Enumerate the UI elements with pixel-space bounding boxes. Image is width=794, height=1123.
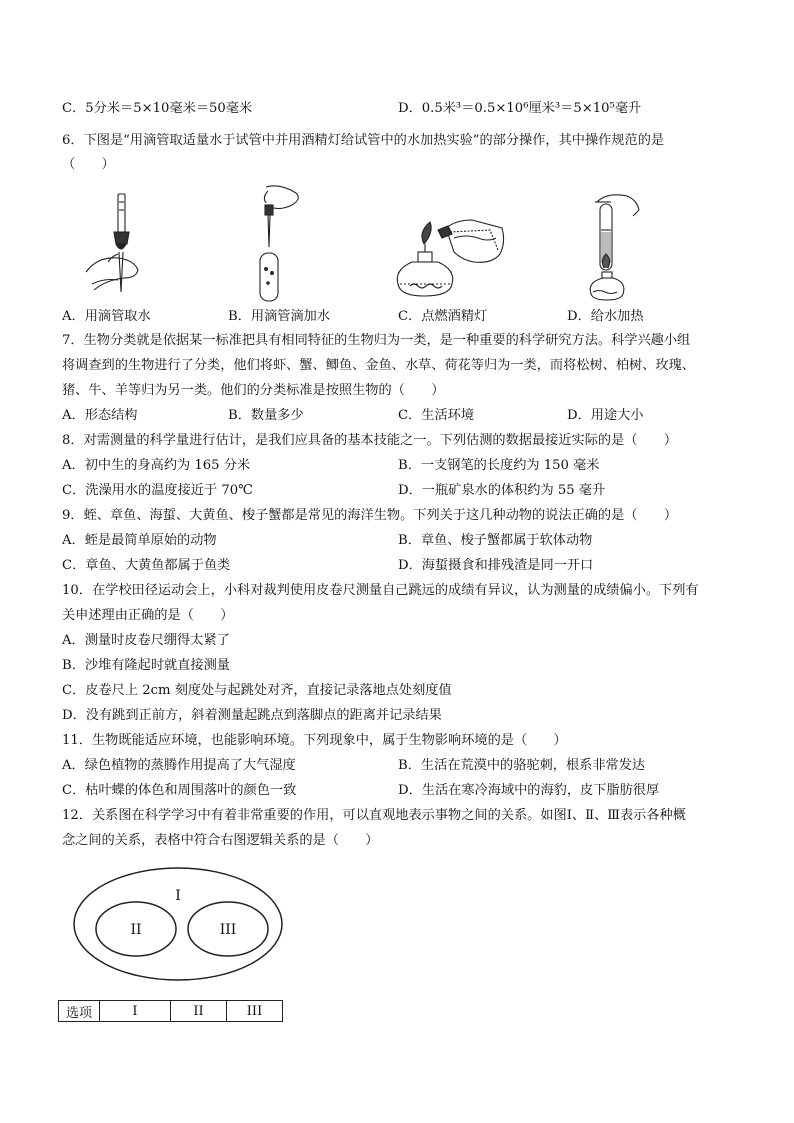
q6-option-b: B．用滴管滴加水 [228, 309, 331, 324]
table-header-iii: III [227, 1001, 283, 1022]
table-header-i: I [100, 1001, 171, 1022]
q6-stem-bracket: （ ） [62, 157, 115, 172]
q11-stem: 11．生物既能适应环境，也能影响环境。下列现象中，属于生物影响环境的是（ ） [62, 733, 567, 748]
q8-stem: 8．对需测量的科学量进行估计，是我们应具备的基本技能之一。下列估测的数据最接近实际的是（ ） [62, 433, 678, 448]
q10-option-d: D．没有跳到正前方，斜着测量起跳点到落脚点的距离并记录结果 [62, 708, 442, 723]
q6-option-a: A．用滴管取水 [62, 309, 151, 324]
q10-stem-line1: 10．在学校田径运动会上，小科对裁判使用皮卷尺测量自己跳远的成绩有异议，认为测量的成绩偏小。下列有 [62, 583, 699, 598]
q7-option-d: D．用途大小 [567, 408, 644, 423]
q11-option-c: C．枯叶蝶的体色和周围落叶的颜色一致 [62, 783, 297, 798]
diagram-label-left: II [130, 922, 142, 938]
q7-option-b: B．数量多少 [228, 408, 304, 423]
figure-dropper-take-water [78, 190, 158, 300]
q10-option-a: A．测量时皮卷尺绷得太紧了 [62, 633, 230, 648]
q7-stem-line1: 7．生物分类就是依据某一标准把具有相同特征的生物归为一类，是一种重要的科学研究方法。科学兴趣小组 [62, 333, 691, 348]
q12-stem-line1: 12．关系图在科学学习中有着非常重要的作用，可以直观地表示事物之间的关系。如图Ⅰ、Ⅱ、Ⅲ表示各种概 [62, 808, 686, 823]
q9-option-b: B．章鱼、梭子蟹都属于软体动物 [398, 533, 593, 548]
q12-options-table [58, 1000, 283, 1022]
q9-stem: 9．蛭、章鱼、海蜇、大黄鱼、梭子蟹都是常见的海洋生物。下列关于这几种动物的说法正确的是（ ） [62, 508, 678, 523]
q8-option-c: C．洗澡用水的温度接近于 70℃ [62, 483, 253, 498]
q7-option-c: C．生活环境 [398, 408, 475, 423]
q7-stem-line2: 将调查到的生物进行了分类，他们将虾、蟹、鲫鱼、金鱼、水草、荷花等归为一类，而将松树、柏树、玫瑰、 [62, 358, 695, 373]
q10-option-c: C．皮卷尺上 2cm 刻度处与起跳处对齐，直接记录落地点处刻度值 [62, 683, 452, 698]
q8-option-a: A．初中生的身高约为 165 分米 [62, 458, 251, 473]
figure-light-alcohol-lamp [388, 206, 508, 304]
q9-option-a: A．蛭是最简单原始的动物 [62, 533, 217, 548]
q8-option-b: B．一支钢笔的长度约为 150 毫米 [398, 458, 600, 473]
q11-option-d: D．生活在寒冷海域中的海豹，皮下脂肪很厚 [398, 783, 660, 798]
diagram-label-right: III [219, 922, 237, 938]
q10-stem-line2: 关申述理由正确的是（ ） [62, 608, 234, 623]
q11-option-b: B．生活在荒漠中的骆驼刺，根系非常发达 [398, 758, 646, 773]
q11-option-a: A．绿色植物的蒸腾作用提高了大气湿度 [62, 758, 296, 773]
diagram-outer-ellipse [74, 868, 282, 980]
q6-option-d: D．给水加热 [567, 309, 644, 324]
q9-option-d: D．海蜇摄食和排残渣是同一开口 [398, 558, 594, 573]
q8-option-d: D．一瓶矿泉水的体积约为 55 毫升 [398, 483, 606, 498]
table-header-option: 选项 [59, 1001, 100, 1022]
relationship-diagram [70, 866, 290, 986]
diagram-label-outer: I [175, 888, 181, 904]
figure-dropper-add-water [248, 183, 308, 305]
q6-stem: 6．下图是“用滴管取适量水于试管中并用酒精灯给试管中的水加热实验”的部分操作，其中操作规范的是 [62, 133, 665, 148]
q5-option-d: D．0.5米³＝0.5×10⁶厘米³＝5×10⁵毫升 [398, 101, 642, 116]
q12-stem-line2: 念之间的关系，表格中符合右图逻辑关系的是（ ） [62, 833, 379, 848]
figure-heat-water [585, 190, 645, 302]
q6-option-c: C．点燃酒精灯 [398, 309, 488, 324]
q7-option-a: A．形态结构 [62, 408, 138, 423]
table-header-row [59, 1001, 283, 1022]
q9-option-c: C．章鱼、大黄鱼都属于鱼类 [62, 558, 231, 573]
q7-stem-line3: 猪、牛、羊等归为另一类。他们的分类标准是按照生物的（ ） [62, 383, 445, 398]
q5-option-c: C．5分米＝5×10毫米＝50毫米 [62, 101, 253, 116]
q10-option-b: B．沙堆有隆起时就直接测量 [62, 658, 230, 673]
table-header-ii: II [171, 1001, 227, 1022]
